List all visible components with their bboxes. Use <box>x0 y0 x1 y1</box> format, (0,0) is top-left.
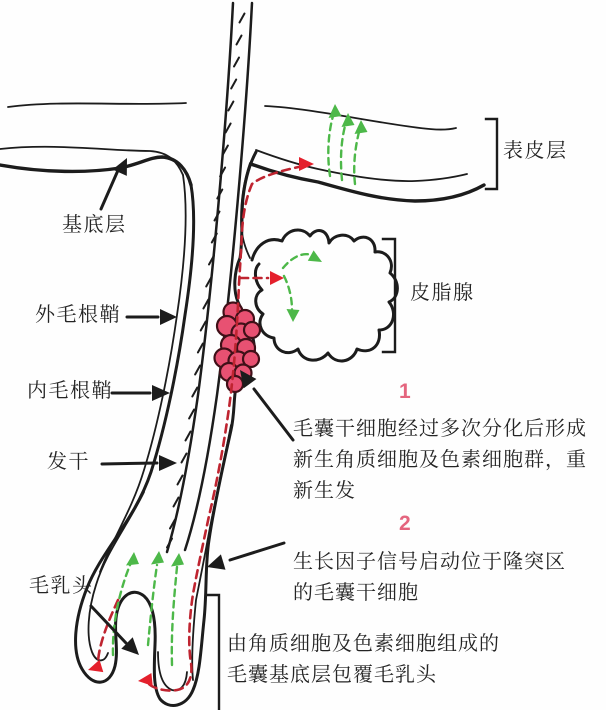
red-arrowhead-epidermis <box>299 157 314 171</box>
skin-left-drawing <box>0 103 191 185</box>
label-inner-root-sheath: 内毛根鞘 <box>27 380 113 402</box>
step2-line1: 生长因子信号启动位于隆突区 <box>293 551 566 573</box>
papilla-note-line2: 毛囊基底层包覆毛乳头 <box>227 664 437 686</box>
step1-text <box>293 414 587 507</box>
label-outer-root-sheath: 外毛根鞘 <box>35 304 121 326</box>
epidermis-bracket <box>486 119 497 189</box>
step1-line2: 新生角质细胞及色素细胞群，重 <box>293 449 587 471</box>
basal-layer-arrow <box>101 158 127 209</box>
green-arrowhead-gland-lower <box>287 309 300 322</box>
green-arrowhead-epidermis-1 <box>329 104 342 118</box>
papilla-note-line1: 由角质细胞及色素细胞组成的 <box>227 633 500 655</box>
stem-cell-cluster-arrow <box>240 370 293 440</box>
sebaceous-gland-shape <box>252 230 397 361</box>
green-arrowhead-bulb-3 <box>171 553 184 567</box>
step1-line1: 毛囊干细胞经过多次分化后形成 <box>293 418 587 440</box>
papilla-note-bracket <box>207 595 219 710</box>
label-dermal-papilla: 毛乳头 <box>29 575 94 597</box>
green-arrowhead-bulb-1 <box>126 552 139 566</box>
red-arrowhead-right-lobe <box>138 673 153 686</box>
hair-shaft-arrow <box>102 455 177 471</box>
red-arrowhead-gland <box>270 271 284 285</box>
green-arrowhead-epidermis-3 <box>355 120 368 134</box>
red-arrowhead-left-lobe <box>88 660 103 672</box>
label-basal-layer: 基底层 <box>62 214 127 236</box>
step1-number: 1 <box>399 380 411 403</box>
label-sebaceous-gland: 皮脂腺 <box>410 282 475 304</box>
step1-line3: 新生发 <box>293 480 356 502</box>
inner-root-sheath-arrow <box>112 385 170 401</box>
green-arrowhead-bulb-2 <box>151 551 164 565</box>
step2-number: 2 <box>399 512 411 535</box>
bulge-region-arrow <box>207 543 284 570</box>
label-hair-shaft: 发干 <box>47 451 90 473</box>
step2-text <box>293 547 566 609</box>
skin-right-drawing <box>251 106 484 201</box>
outer-root-sheath-arrow <box>127 309 177 325</box>
step2-line2: 的毛囊干细胞 <box>293 582 419 604</box>
papilla-note-text <box>227 629 500 691</box>
green-arrowhead-gland-upper <box>308 250 322 262</box>
label-epidermis: 表皮层 <box>503 140 568 162</box>
